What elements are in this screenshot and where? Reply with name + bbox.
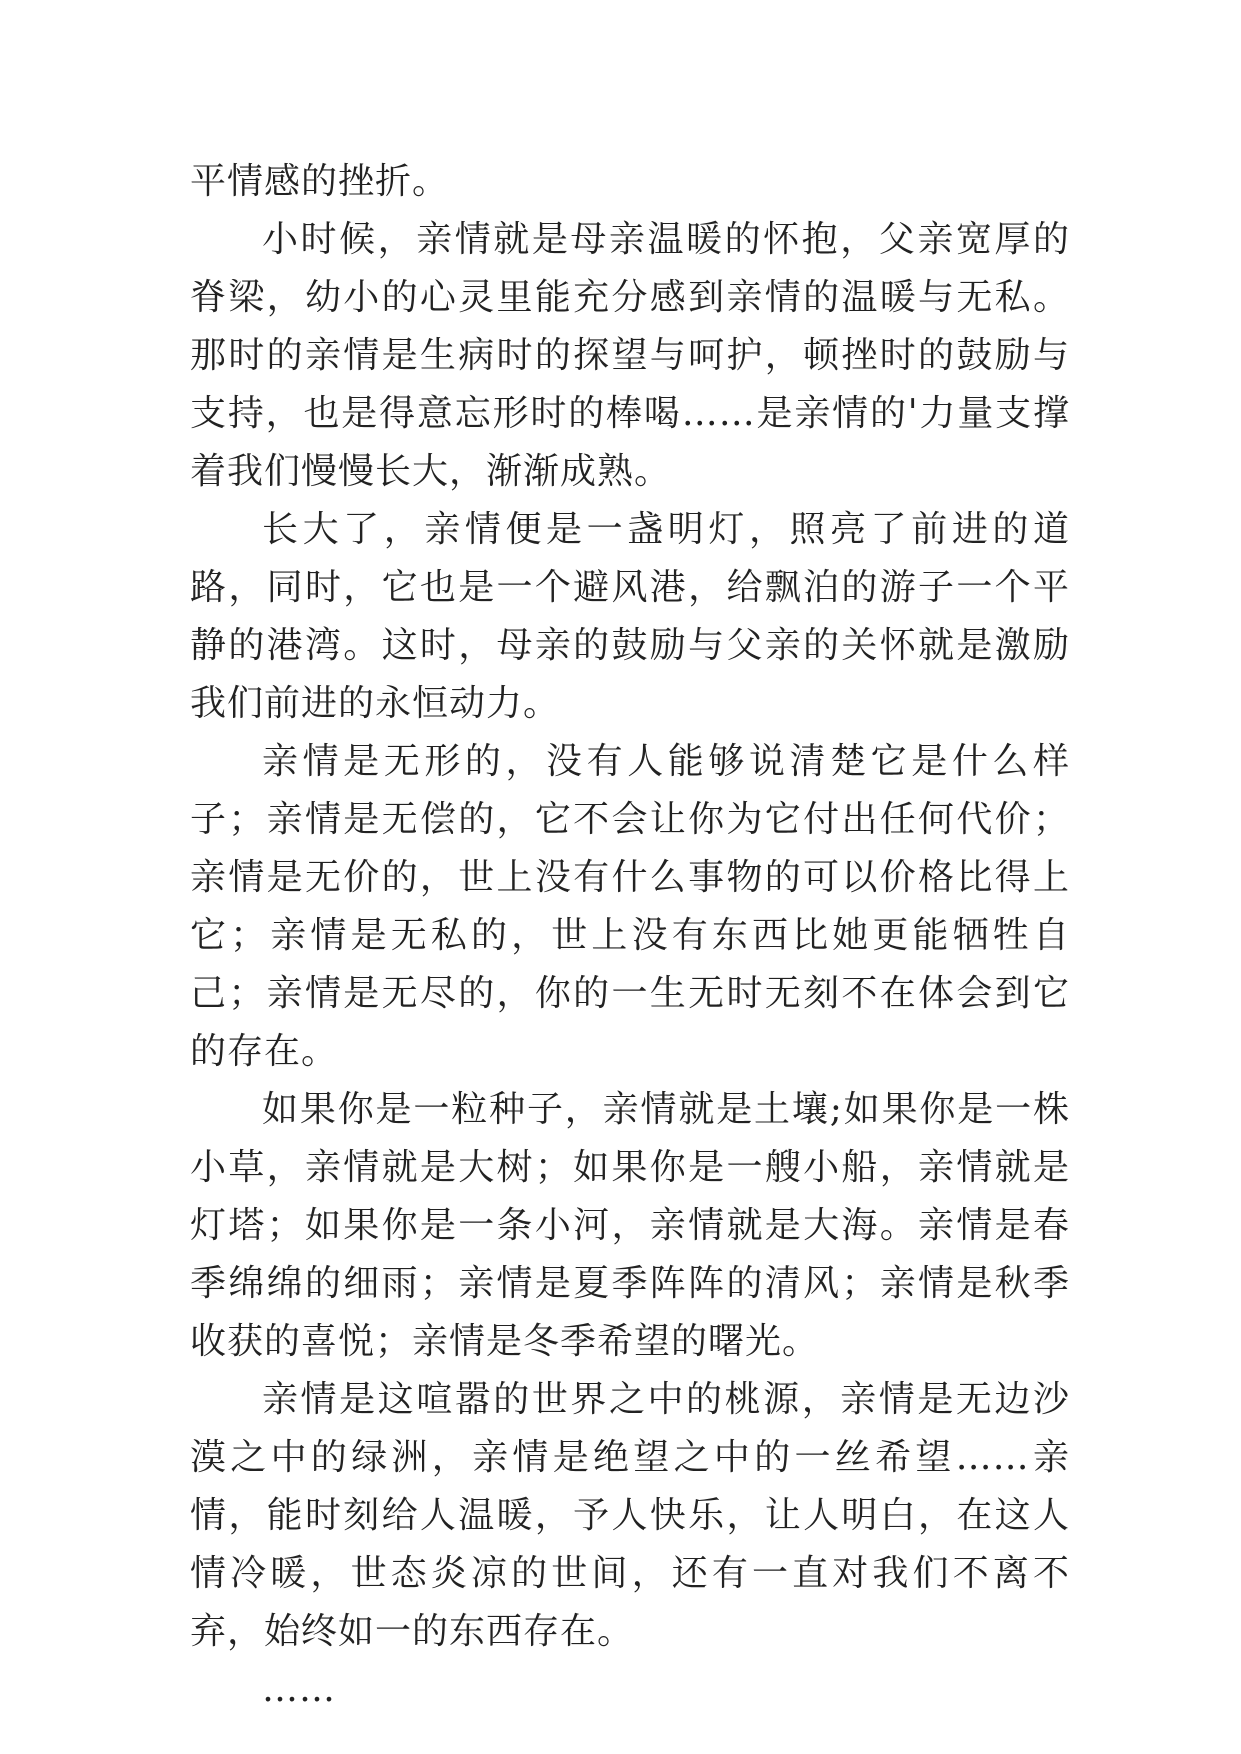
paragraph-1: 平情感的挫折。 [190, 161, 450, 202]
document-body [190, 153, 1070, 1719]
paragraph-4: 亲情是无形的，没有人能够说清楚它是什么样子；亲情是无偿的，它不会让你为它付出任何代价；亲情是无价的，世上没有什么事物的可以价格比得上它；亲情是无私的，世上没有东西比她更能牺牲自己；亲情是无尽的，你的一生无时无刻不在体会到它的存在。 [190, 741, 1070, 1072]
paragraph-ellipsis: …… [262, 1669, 336, 1710]
paragraph-2: 小时候，亲情就是母亲温暖的怀抱，父亲宽厚的脊梁，幼小的心灵里能充分感到亲情的温暖与无私。那时的亲情是生病时的探望与呵护，顿挫时的鼓励与支持，也是得意忘形时的棒喝……是亲情的'力量支撑着我们慢慢长大，渐渐成熟。 [190, 219, 1070, 492]
paragraph-3: 长大了，亲情便是一盏明灯，照亮了前进的道路，同时，它也是一个避风港，给飘泊的游子一个平静的港湾。这时，母亲的鼓励与父亲的关怀就是激励我们前进的永恒动力。 [190, 509, 1070, 724]
paragraph-5: 如果你是一粒种子，亲情就是土壤;如果你是一株小草，亲情就是大树；如果你是一艘小船，亲情就是灯塔；如果你是一条小河，亲情就是大海。亲情是春季绵绵的细雨；亲情是夏季阵阵的清风；亲情是秋季收获的喜悦；亲情是冬季希望的曙光。 [190, 1089, 1070, 1362]
paragraph-6: 亲情是这喧嚣的世界之中的桃源，亲情是无边沙漠之中的绿洲，亲情是绝望之中的一丝希望……亲情，能时刻给人温暖，予人快乐，让人明白，在这人情冷暖，世态炎凉的世间，还有一直对我们不离不弃，始终如一的东西存在。 [190, 1379, 1070, 1652]
